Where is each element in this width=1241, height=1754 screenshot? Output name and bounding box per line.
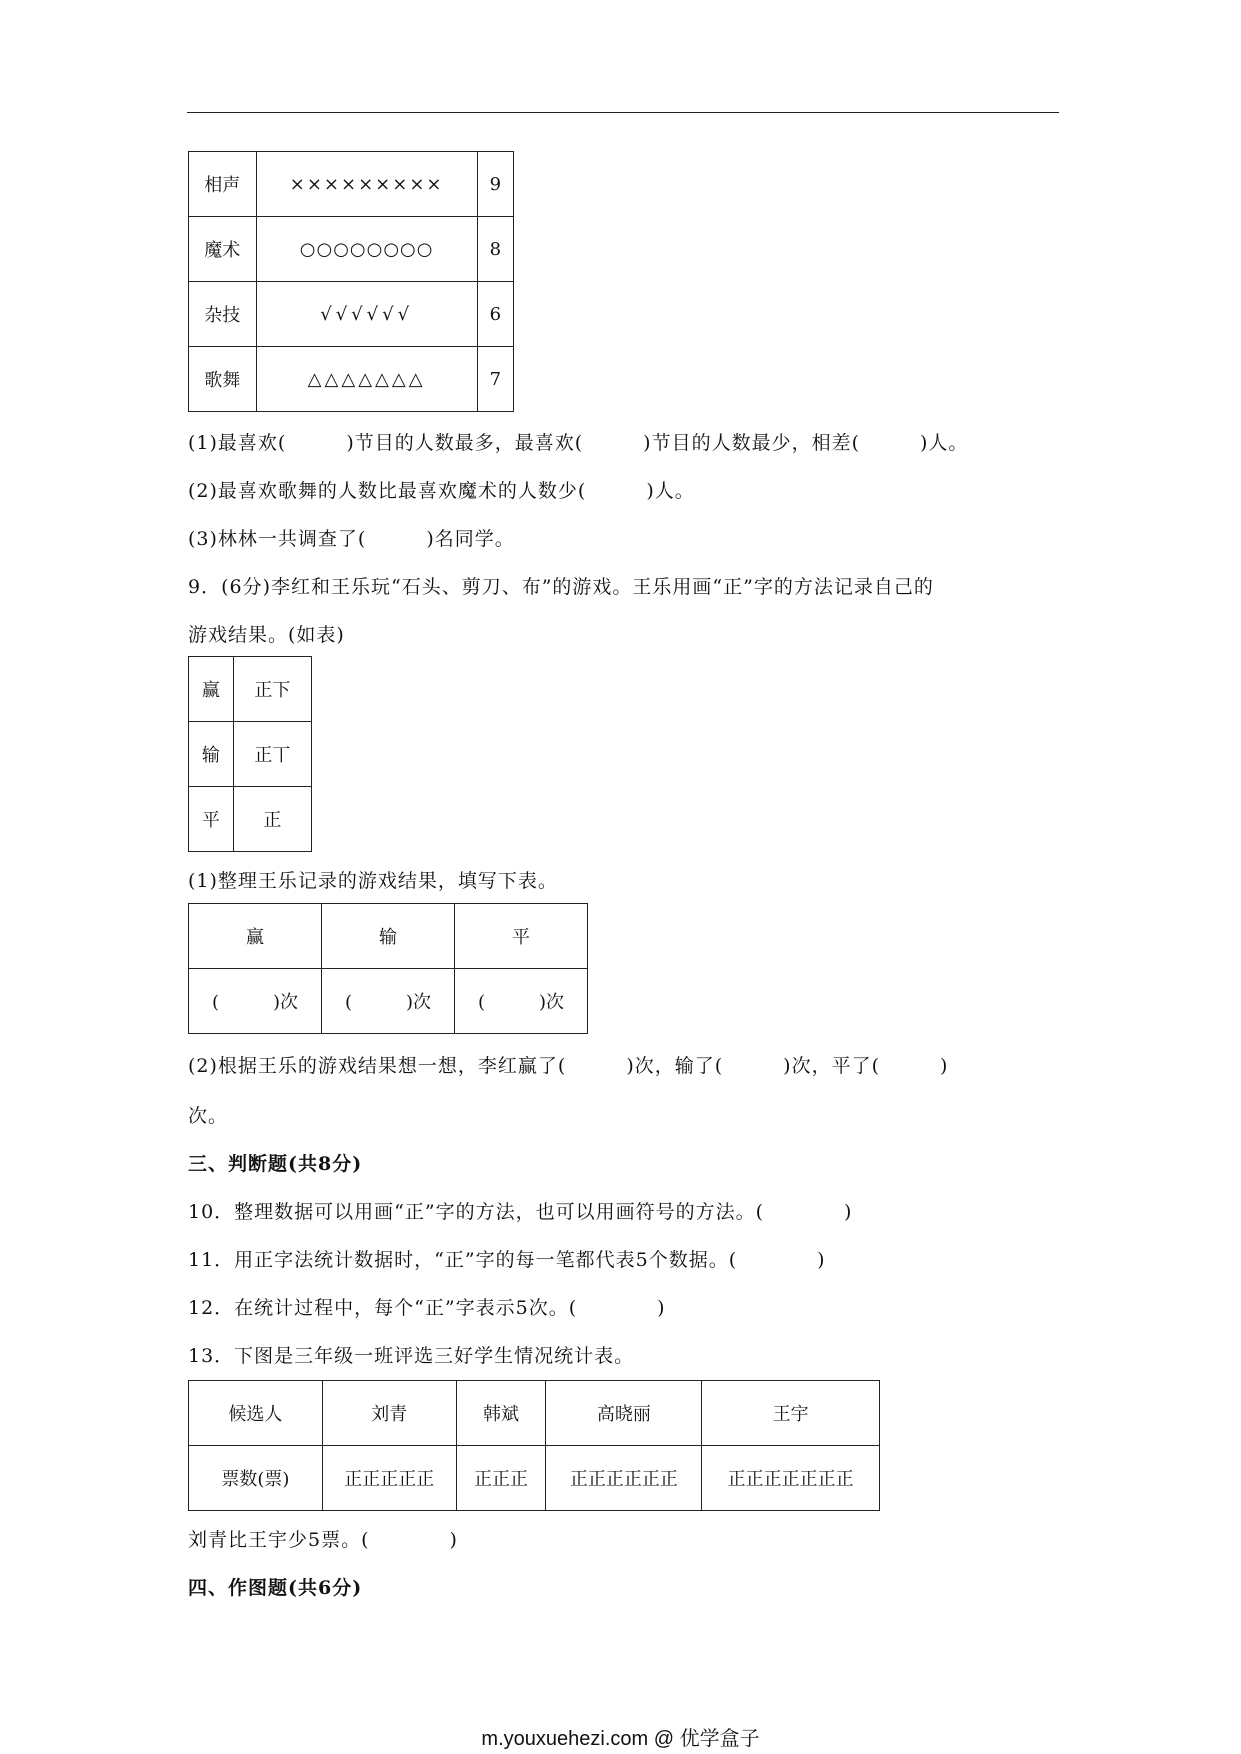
program-symbols: ○○○○○○○○ xyxy=(256,217,477,282)
q10: 10．整理数据可以用画“正”字的方法，也可以用画符号的方法。( ) xyxy=(188,1201,853,1223)
table-row xyxy=(189,1381,880,1446)
q9-stem-line1: 9．(6分)李红和王乐玩“石头、剪刀、布”的游戏。王乐用画“正”字的方法记录自己的 xyxy=(188,576,934,598)
program-name: 歌舞 xyxy=(189,347,257,412)
result-cell-draw: ( )次 xyxy=(455,969,588,1034)
tally-label: 赢 xyxy=(189,657,234,722)
program-symbols: △△△△△△△ xyxy=(256,347,477,412)
result-header-win: 赢 xyxy=(189,904,322,969)
votes-header-wangyu: 王宇 xyxy=(702,1381,880,1446)
votes-row-label: 票数(票) xyxy=(189,1446,323,1511)
table-row xyxy=(189,657,312,722)
q11: 11．用正字法统计数据时，“正”字的每一笔都代表5个数据。( ) xyxy=(188,1249,826,1271)
q8-sub3: (3)林林一共调查了( )名同学。 xyxy=(188,528,515,550)
q13: 13．下图是三年级一班评选三好学生情况统计表。 xyxy=(188,1345,635,1367)
program-name: 相声 xyxy=(189,152,257,217)
tally-marks: 正 xyxy=(233,787,311,852)
table-row xyxy=(189,1446,880,1511)
program-name: 魔术 xyxy=(189,217,257,282)
votes-header-hanbin: 韩斌 xyxy=(456,1381,546,1446)
table-row xyxy=(189,722,312,787)
q9-sub2-line1: (2)根据王乐的游戏结果想一想，李红赢了( )次，输了( )次，平了( ) xyxy=(188,1055,949,1077)
votes-wangyu: 正正正正正正正 xyxy=(702,1446,880,1511)
section4-title: 四、作图题(共6分) xyxy=(188,1577,363,1599)
q9-stem-line2: 游戏结果。(如表) xyxy=(188,624,345,646)
table-row xyxy=(189,347,514,412)
program-count: 7 xyxy=(477,347,513,412)
table-row xyxy=(189,282,514,347)
q13-statement: 刘青比王宇少5票。( ) xyxy=(188,1529,458,1551)
votes-header-gaoxiaoli: 高晓丽 xyxy=(546,1381,702,1446)
program-symbols: ××××××××× xyxy=(256,152,477,217)
result-cell-win: ( )次 xyxy=(189,969,322,1034)
footer-watermark: m.youxuehezi.com @ 优学盒子 xyxy=(481,1728,760,1750)
header-rule xyxy=(187,112,1059,113)
table-row xyxy=(189,217,514,282)
votes-gaoxiaoli: 正正正正正正 xyxy=(546,1446,702,1511)
program-count: 9 xyxy=(477,152,513,217)
q8-sub1: (1)最喜欢( )节目的人数最多，最喜欢( )节目的人数最少，相差( )人。 xyxy=(188,432,969,454)
table-row xyxy=(189,969,588,1034)
program-tally-table xyxy=(188,151,514,412)
section3-title: 三、判断题(共8分) xyxy=(188,1153,363,1175)
votes-header-liuqing: 刘青 xyxy=(322,1381,456,1446)
table-row xyxy=(189,152,514,217)
program-symbols: √√√√√√ xyxy=(256,282,477,347)
votes-liuqing: 正正正正正 xyxy=(322,1446,456,1511)
tally-marks: 正丅 xyxy=(233,722,311,787)
q9-sub2-line2: 次。 xyxy=(188,1105,229,1127)
game-result-table xyxy=(188,903,588,1034)
tally-marks: 正下 xyxy=(233,657,311,722)
votes-header-candidate: 候选人 xyxy=(189,1381,323,1446)
table-row xyxy=(189,787,312,852)
result-cell-lose: ( )次 xyxy=(322,969,455,1034)
program-count: 6 xyxy=(477,282,513,347)
votes-hanbin: 正正正 xyxy=(456,1446,546,1511)
votes-table xyxy=(188,1380,880,1511)
result-header-lose: 输 xyxy=(322,904,455,969)
game-tally-table xyxy=(188,656,312,852)
table-row xyxy=(189,904,588,969)
q9-sub1: (1)整理王乐记录的游戏结果，填写下表。 xyxy=(188,870,558,892)
tally-label: 平 xyxy=(189,787,234,852)
q12: 12．在统计过程中，每个“正”字表示5次。( ) xyxy=(188,1297,666,1319)
tally-label: 输 xyxy=(189,722,234,787)
program-name: 杂技 xyxy=(189,282,257,347)
q8-sub2: (2)最喜欢歌舞的人数比最喜欢魔术的人数少( )人。 xyxy=(188,480,695,502)
result-header-draw: 平 xyxy=(455,904,588,969)
program-count: 8 xyxy=(477,217,513,282)
